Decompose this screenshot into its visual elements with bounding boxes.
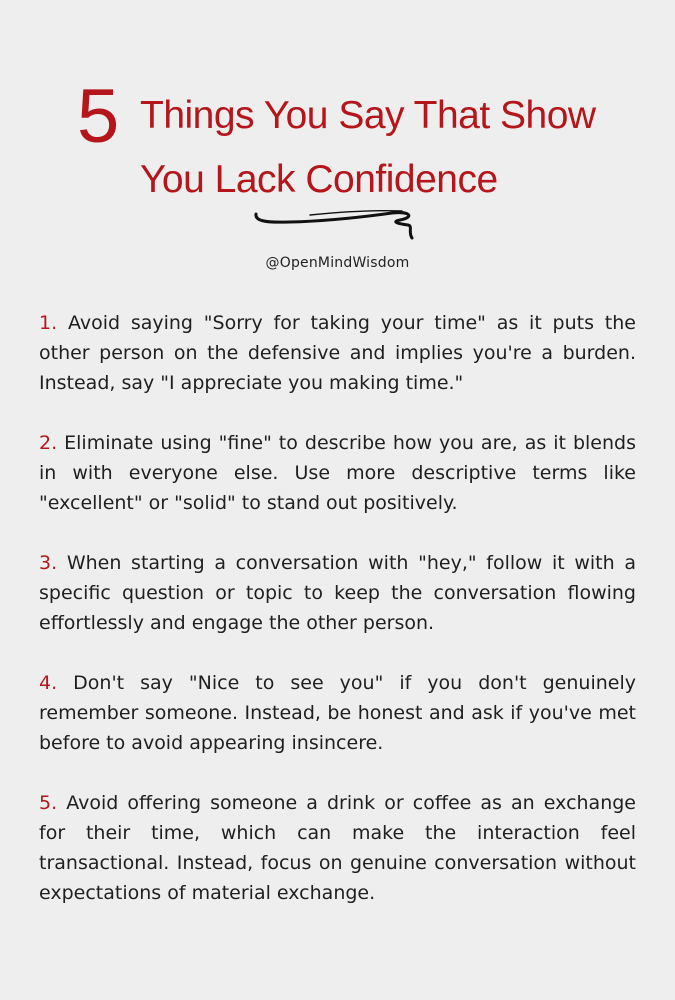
tip-text: Don't say "Nice to see you" if you don't genuinely remember someone. Instead, be honest and ask if you've met before to avoid appearing insincere. [39,672,636,754]
header [0,0,675,271]
tip-number: 5. [39,792,58,814]
author-handle: @OpenMindWisdom [265,255,410,271]
title-line-2: You Lack Confidence [140,158,498,201]
tip-number: 4. [39,672,58,694]
tip-text: Eliminate using "fine" to describe how you are, as it blends in with everyone else. Use more descriptive terms like "excellent" or "solid" to stand out positively. [39,432,636,514]
tips-list [39,308,636,938]
list-item [39,788,636,908]
tip-number: 3. [39,552,58,574]
list-item [39,428,636,518]
tip-number: 2. [39,432,58,454]
title-line-1: Things You Say That Show [140,94,596,137]
tip-text: When starting a conversation with "hey," follow it with a specific question or topic to keep the conversation flowing effortlessly and engage the other person. [39,552,636,634]
page-title [140,84,640,212]
list-item [39,308,636,398]
tip-number: 1. [39,312,58,334]
tip-text: Avoid offering someone a drink or coffee as an exchange for their time, which can make the interaction feel transactional. Instead, focus on genuine conversation without expectations of material exchange. [39,792,636,904]
tip-text: Avoid saying "Sorry for taking your time" as it puts the other person on the defensive and implies you're a burden. Instead, say "I appreciate you making time." [39,312,636,394]
title-number: 5 [77,74,120,159]
swoosh-divider-icon [250,200,420,242]
list-item [39,668,636,758]
list-item [39,548,636,638]
